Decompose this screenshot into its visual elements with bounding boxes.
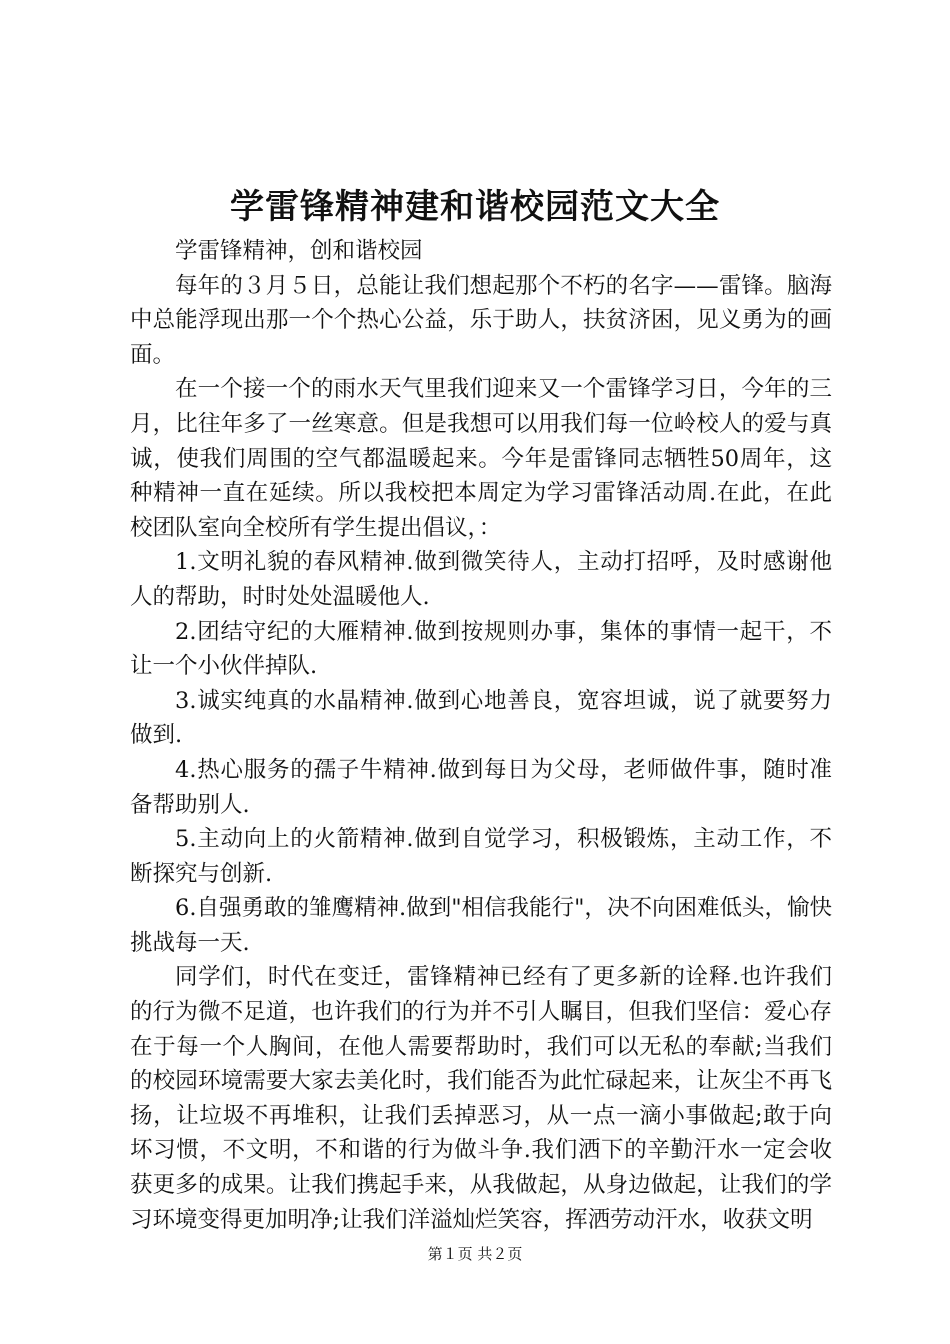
paragraph-closing: 同学们，时代在变迁，雷锋精神已经有了更多新的诠释.也许我们的行为微不足道，也许我们的行为并不引人瞩目，但我们坚信：爱心存在于每一个人胸间，在他人需要帮助时，我们可以无私的奉献;当我们的校园环境需要大家去美化时，我们能否为此忙碌起来，让灰尘不再飞扬，让垃圾不再堆积，让我们丢掉恶习，从一点一滴小事做起;敢于向坏习惯，不文明，不和谐的行为做斗争.我们洒下的辛勤汗水一定会收获更多的成果。让我们携起手来，从我做起，从身边做起，让我们的学习环境变得更加明净;让我们洋溢灿烂笑容，挥洒劳动汗水，收获文明 [130,964,832,1233]
paragraph-item-3: 3.诚实纯真的水晶精神.做到心地善良，宽容坦诚，说了就要努力做到. [130,687,832,749]
paragraph-item-1: 1.文明礼貌的春风精神.做到微笑待人，主动打招呼，及时感谢他人的帮助，时时处处温暖他人. [130,549,832,610]
paragraph-item-6: 6.自强勇敢的雏鹰精神.做到"相信我能行"，决不向困难低头，愉快挑战每一天. [130,895,832,956]
paragraph-item-5: 5.主动向上的火箭精神.做到自觉学习，积极锻炼，主动工作，不断探究与创新. [130,826,832,887]
document-body [130,234,832,1237]
paragraph-item-2: 2.团结守纪的大雁精神.做到按规则办事，集体的事情一起干，不让一个小伙伴掉队. [130,618,832,680]
paragraph-proposal: 在一个接一个的雨水天气里我们迎来又一个雷锋学习日，今年的三月，比往年多了一丝寒意。但是我想可以用我们每一位岭校人的爱与真诚，使我们周围的空气都温暖起来。今年是雷锋同志牺牲50周年，这种精神一直在延续。所以我校把本周定为学习雷锋活动周.在此，在此校团队室向全校所有学生提出倡议，： [130,376,832,541]
page-number-label: 第１页 共２页 [427,1245,523,1263]
document-subtitle: 学雷锋精神，创和谐校园 [175,238,423,264]
paragraph-item-4: 4.热心服务的孺子牛精神.做到每日为父母，老师做件事，随时准备帮助别人. [130,756,832,818]
page-footer [0,1243,950,1265]
document-title: 学雷锋精神建和谐校园范文大全 [230,187,720,227]
paragraph-intro: 每年的３月５日，总能让我们想起那个不朽的名字——雷锋。脑海中总能浮现出那一个个热心公益，乐于助人，扶贫济困，见义勇为的画面。 [130,272,832,368]
